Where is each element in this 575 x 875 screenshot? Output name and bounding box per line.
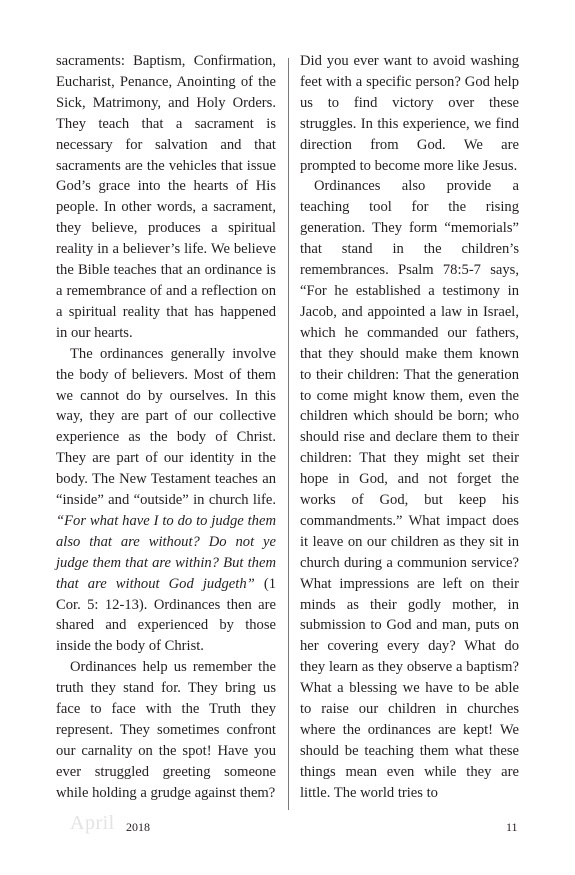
left-paragraph-2-text-a: The ordinances generally involve the body of believers. Most of them we cannot do by ourselves. In this way, they are part of our collective experience as the body of Christ. They are part of our identity in the body. The New Testament teaches an “inside” and “outside” in church life.: [56, 345, 276, 509]
column-divider: [288, 58, 289, 810]
left-paragraph-2: [56, 344, 276, 658]
footer-month: April: [70, 812, 115, 834]
left-paragraph-1: sacraments: Baptism, Confirmation, Eucharist, Penance, Anointing of the Sick, Matrimony, and Holy Orders. They teach that a sacrament is necessary for salvation and that sacraments are the vehicles that issue God’s grace into the hearts of His people. In other words, a sacrament, they believe, produces a spiritual reality in a believer’s life. We believe the Bible teaches that an ordinance is a remembrance of and a reflection on a spiritual reality that has happened in our hearts.: [56, 53, 276, 341]
left-paragraph-3: Ordinances help us remember the truth they stand for. They bring us face to face with the Truth they represent. They sometimes confront our carnality on the spot! Have you ever struggled greeting someone while holding a grudge against them?: [56, 659, 276, 801]
page-number: 11: [506, 820, 518, 834]
right-paragraph-1: Did you ever want to avoid washing feet with a specific person? God help us to find victory over these struggles. In this experience, we find direction from God. We are prompted to become more like Jesus.: [300, 53, 519, 174]
right-column: [300, 51, 519, 804]
footer-year: 2018: [126, 820, 150, 834]
scripture-quote: “For what have I to do to judge them also that are without? Do not ye judge them that are within? But them that are without God judgeth”: [56, 512, 276, 592]
left-column: [56, 51, 276, 804]
right-paragraph-2: Ordinances also provide a teaching tool for the rising generation. They form “memorials” that stand in the children’s remembrances. Psalm 78:5-7 says, “For he established a testimony in Jacob, and appointed a law in Israel, which he commanded our fathers, that they should make them known to their children: That the generation to come might know them, even the children which should be born; who should rise and declare them to their children: That they might set their hope in God, and not forget the works of God, but keep his commandments.” What impact does it leave on our children as they sit in church during a communion service? What impressions are left on their minds as their godly mother, in submission to God and man, puts on her covering every day? What do they learn as they observe a baptism? What a blessing we have to be able to raise our children in churches where the ordinances are kept! We should be teaching them what these things mean even while they are little. The world tries to: [300, 178, 519, 801]
left-paragraph-2-text-b: (1 Cor. 5: 12-13). Ordinances then are shared and experienced by those inside the body of Christ.: [56, 575, 276, 655]
